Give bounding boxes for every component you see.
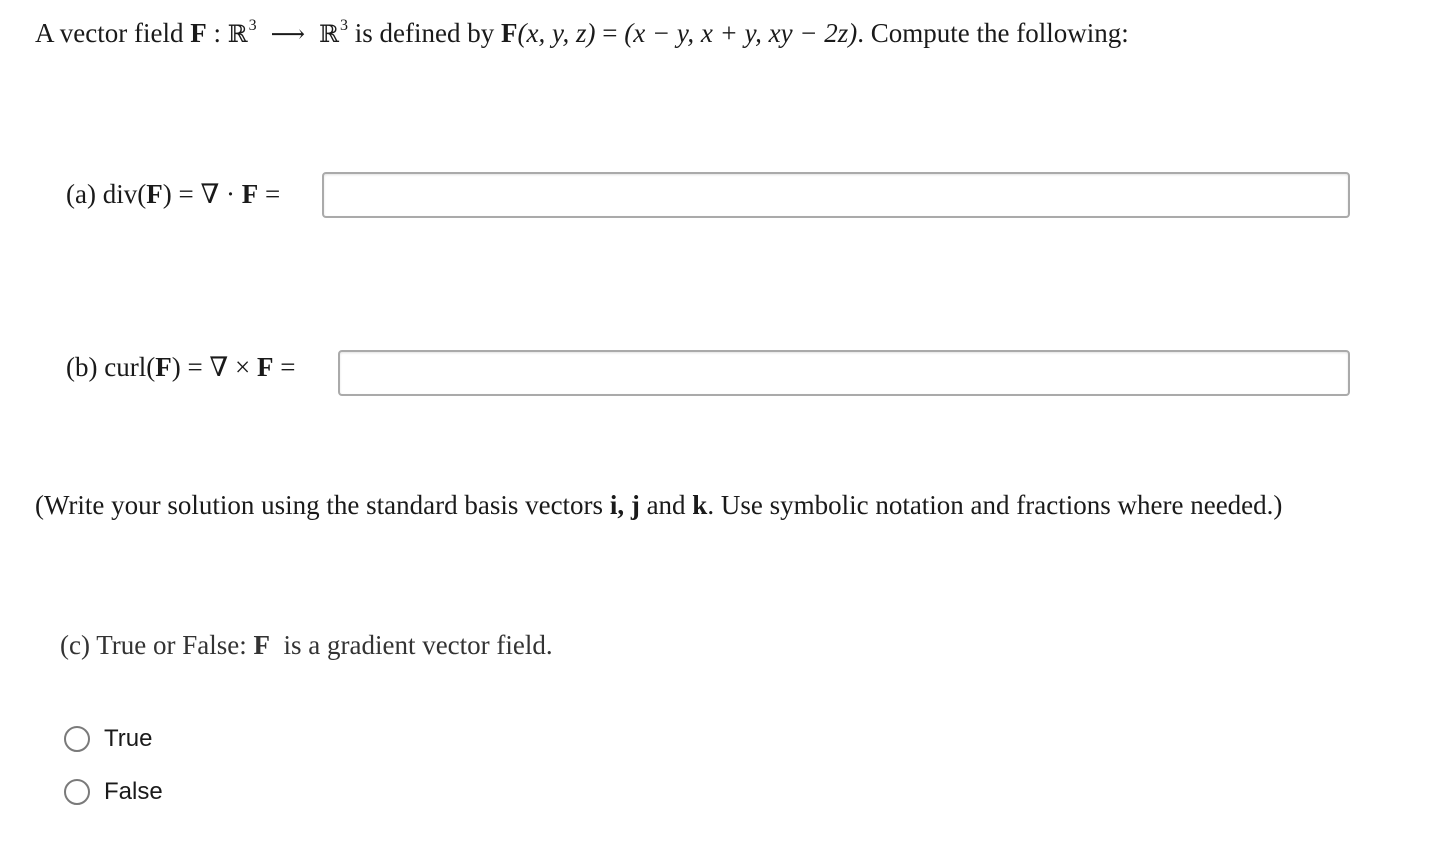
maps-to-arrow: ⟶ [270,22,306,48]
equals-sign: = [258,179,281,209]
nabla-symbol: ∇ [200,179,220,209]
vector-F: F [146,179,163,209]
vector-F: F [155,352,172,382]
nabla-symbol: ∇ [209,352,229,382]
option-true[interactable] [64,723,152,755]
instructions-text: (Write your solution using the standard basis vectors [35,490,610,520]
radio-false[interactable] [64,779,90,805]
exponent: 3 [340,17,349,34]
intro-text: A vector field [35,18,191,48]
vector-F: F [501,18,518,48]
equals-sign: = [273,352,296,382]
option-false-label: False [104,778,163,805]
part-a-text: ) = [162,179,201,209]
cross-operator: × [228,352,258,382]
instructions-text: and [639,490,693,520]
vector-F: F [241,179,259,209]
intro-text: is defined by [348,18,502,48]
instructions-text: . Use symbolic notation and fractions where needed.) [707,490,1283,520]
curl-answer-input[interactable] [338,350,1350,396]
part-a-text: (a) div( [66,179,147,209]
part-c-text: is a gradient vector field. [269,630,553,660]
vector-F: F [257,352,274,382]
part-a-label [66,178,280,210]
dot-operator: · [219,179,242,209]
part-c-text: (c) True or False: [60,630,254,660]
intro-colon: : [206,18,228,48]
real-space-symbol: ℝ [227,20,248,48]
intro-text: . Compute the following: [857,18,1129,48]
equals-sign: = [595,18,625,48]
problem-statement [35,17,1129,54]
part-b-text: (b) curl( [66,352,156,382]
vector-F: F [253,630,270,660]
part-c-question [60,629,553,661]
real-space-symbol: ℝ [319,20,340,48]
option-false[interactable] [64,776,163,808]
field-components: (x − y, x + y, xy − 2z) [624,18,858,48]
function-arguments: (x, y, z) [517,18,596,48]
part-b-label [66,351,296,383]
exponent: 3 [248,17,257,34]
option-true-label: True [104,725,153,752]
radio-true[interactable] [64,726,90,752]
basis-vector-k: k [692,490,708,520]
part-b-text: ) = [171,352,210,382]
basis-vectors-ij: i, j [609,490,640,520]
divergence-answer-input[interactable] [322,172,1350,218]
vector-F: F [190,18,207,48]
instructions [35,489,1282,521]
